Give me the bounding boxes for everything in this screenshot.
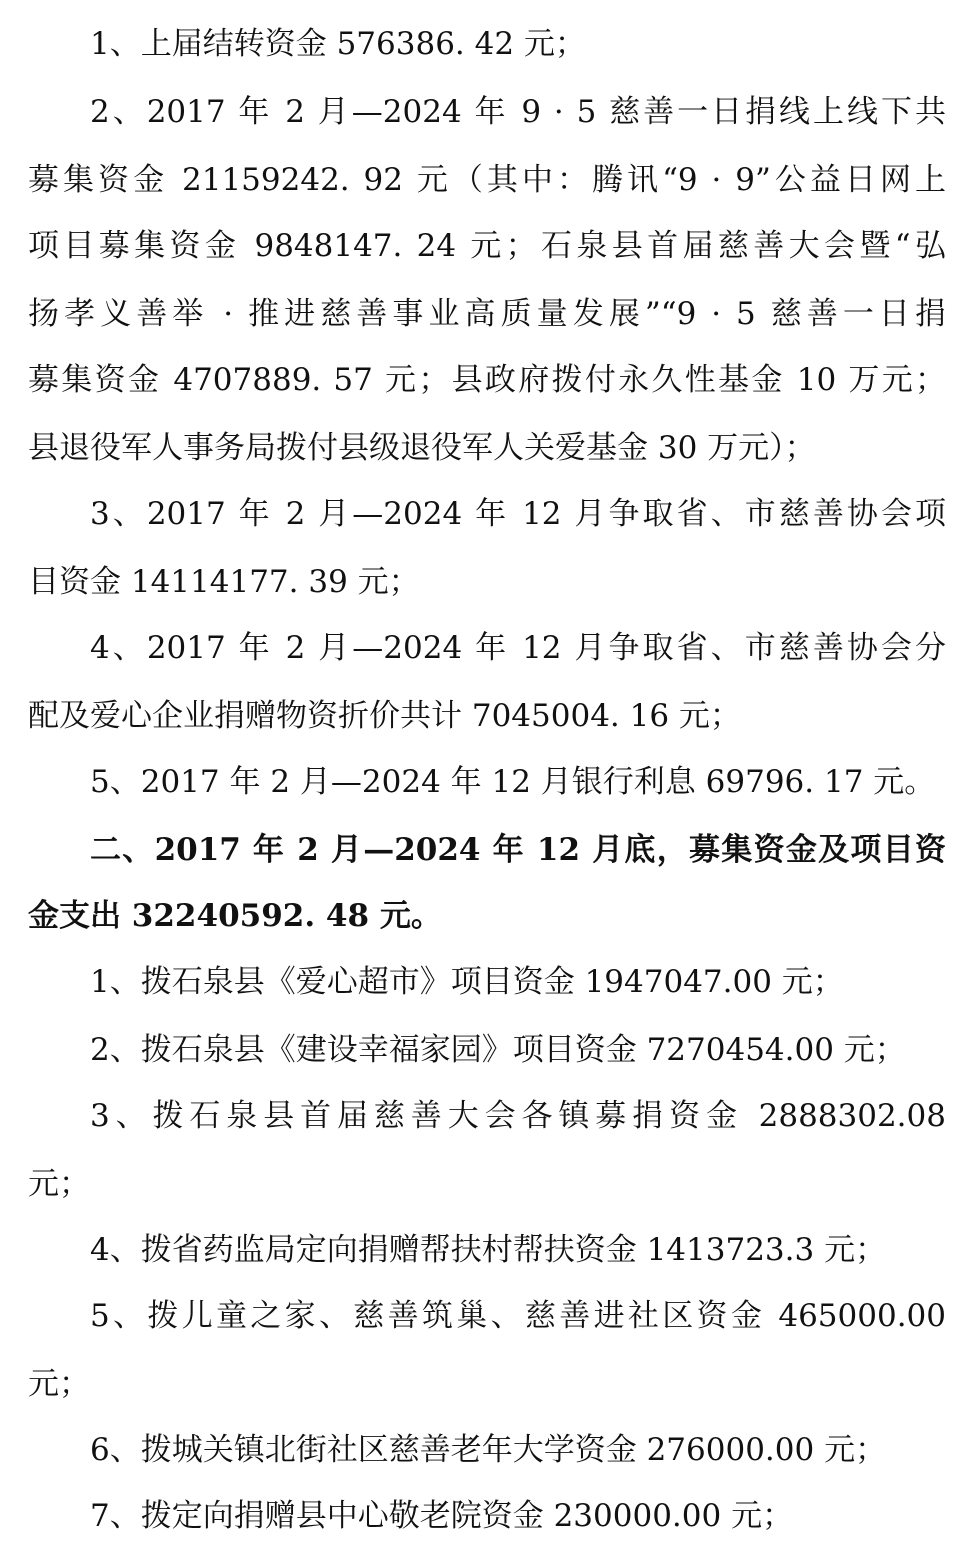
paragraph-line: 7、拨定向捐赠县中心敬老院资金 230000.00 元； [90,1498,794,1534]
paragraph-line: 扬孝义善举 · 推进慈善事业高质量发展”“9 · 5 慈善一日捐 [28,296,946,332]
paragraph-line: 募集资金 21159242. 92 元（其中：腾讯“9 · 9”公益日网上 [28,162,946,198]
paragraph-line: 3、拨石泉县首届慈善大会各镇募捐资金 2888302.08 [90,1098,946,1134]
paragraph-line: 2、2017 年 2 月—2024 年 9 · 5 慈善一日捐线上线下共 [90,94,946,130]
paragraph-line: 县退役军人事务局拨付县级退役军人关爱基金 30 万元）； [28,430,816,466]
paragraph-line: 募集资金 4707889. 57 元；县政府拨付永久性基金 10 万元； [28,362,946,398]
paragraph-line: 6、拨城关镇北街社区慈善老年大学资金 276000.00 元； [90,1432,887,1468]
paragraph-line: 1、拨石泉县《爱心超市》项目资金 1947047.00 元； [90,964,844,1000]
paragraph-line: 5、拨儿童之家、慈善筑巢、慈善进社区资金 465000.00 [90,1298,946,1334]
paragraph-line: 元； [28,1366,90,1402]
paragraph-line: 元； [28,1166,90,1202]
paragraph-line: 目资金 14114177. 39 元； [28,564,420,600]
paragraph-line: 1、上届结转资金 576386. 42 元； [90,26,586,62]
section-heading: 金支出 32240592. 48 元。 [28,898,442,934]
paragraph-line: 5、2017 年 2 月—2024 年 12 月银行利息 69796. 17 元。 [90,764,936,800]
paragraph-line: 配及爱心企业捐赠物资折价共计 7045004. 16 元； [28,698,741,734]
paragraph-line: 4、拨省药监局定向捐赠帮扶村帮扶资金 1413723.3 元； [90,1232,887,1268]
section-heading: 二、2017 年 2 月—2024 年 12 月底，募集资金及项目资 [90,832,946,868]
paragraph-line: 项目募集资金 9848147. 24 元；石泉县首届慈善大会暨“弘 [28,228,946,264]
paragraph-line: 4、2017 年 2 月—2024 年 12 月争取省、市慈善协会分 [90,630,946,666]
paragraph-line: 3、2017 年 2 月—2024 年 12 月争取省、市慈善协会项 [90,496,946,532]
paragraph-line: 2、拨石泉县《建设幸福家园》项目资金 7270454.00 元； [90,1032,906,1068]
